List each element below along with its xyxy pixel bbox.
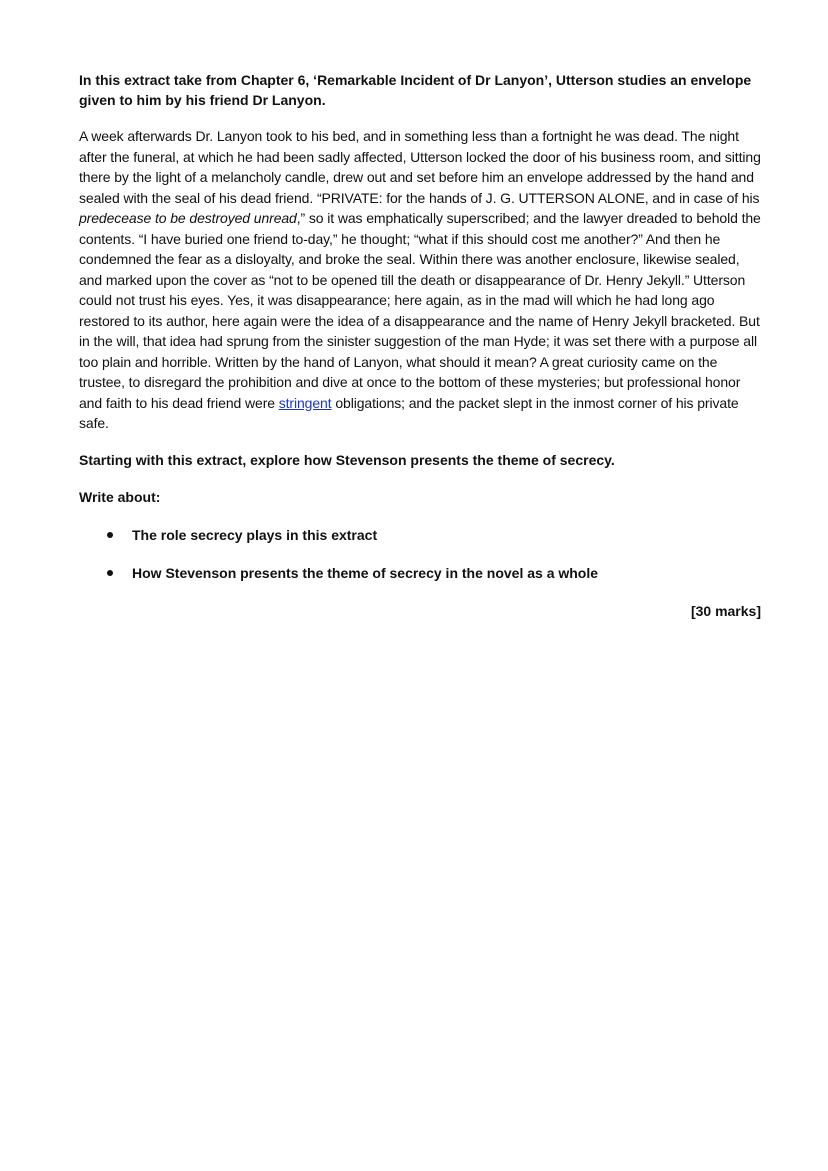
extract-text-part-2: ,” so it was emphatically superscribed; and the lawyer dreaded to behold the contents. “I have buried one friend to-day,” he thought; “what if this should cost me another?” And then he condemned the fear as a disloyalty, and broke the seal. Within there was another enclosure, likewise sealed, and marked upon the cover as “not to be opened till the death or disappearance of Dr. Henry Jekyll.” Utterson could not trust his eyes. Yes, it was disappearance; here again, as in the mad will which he had long ago restored to its author, here again were the idea of a disappearance and the name of Henry Jekyll bracketed. But in the will, that idea had sprung from the sinister suggestion of the man Hyde; it was set there with a purpose all too plain and horrible. Written by the hand of Lanyon, what should it mean? A great curiosity came on the trustee, to disregard the prohibition and dive at once to the bottom of these mysteries; but professional honor and faith to his dead friend were xyxy=(79,210,761,411)
exam-question-page xyxy=(79,70,761,621)
extract-italic-phrase: predecease to be destroyed unread xyxy=(79,210,297,226)
extract-text-part-3: obligations; and the packet slept in the inmost corner of his private safe. xyxy=(79,394,739,431)
bullet-icon xyxy=(107,570,113,576)
bullet-text: How Stevenson presents the theme of secrecy in the novel as a whole xyxy=(132,564,599,581)
bullet-list xyxy=(79,525,761,583)
bullet-item xyxy=(79,525,761,545)
stringent-link[interactable]: stringent xyxy=(278,394,332,411)
extract-passage xyxy=(79,126,761,434)
bullet-item xyxy=(79,563,761,583)
marks-label: [30 marks] xyxy=(690,602,761,619)
extract-text-part-1: A week afterwards Dr. Lanyon took to his bed, and in something less than a fortnight he was dead. The night after the funeral, at which he had been sadly affected, Utterson locked the door of his business room, and sitting there by the light of a melancholy candle, drew out and set before him an envelope addressed by the hand and sealed with the seal of his dead friend. “PRIVATE: for the hands of J. G. UTTERSON ALONE, and in case of his xyxy=(79,128,761,206)
extract-introduction: In this extract take from Chapter 6, ‘Remarkable Incident of Dr Lanyon’, Utterson studies an envelope given to him by his friend Dr Lanyon. xyxy=(79,72,752,108)
bullet-icon xyxy=(107,532,113,538)
write-about-heading: Write about: xyxy=(79,488,161,505)
bullet-text: The role secrecy plays in this extract xyxy=(132,526,378,543)
question-prompt: Starting with this extract, explore how Stevenson presents the theme of secrecy. xyxy=(79,451,615,468)
